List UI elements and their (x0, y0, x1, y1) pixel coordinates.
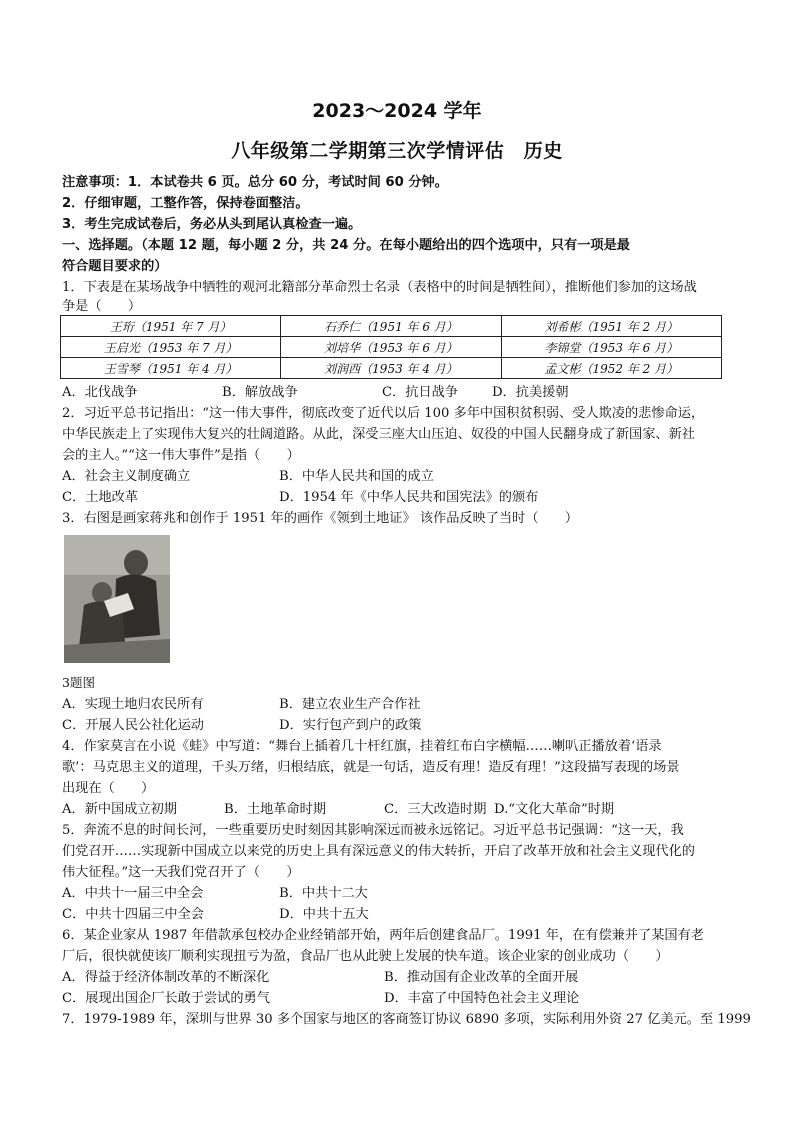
table-cell: 李锦堂（1953 年 6 月） (501, 337, 721, 358)
q2-option-b[interactable]: B．中华人民共和国的成立 (279, 469, 434, 484)
q4-option-d[interactable]: D.“文化大革命”时期 (494, 802, 615, 817)
q2-option-d[interactable]: D．1954 年《中华人民共和国宪法》的颁布 (279, 490, 539, 505)
q6-stem-line-1: 6．某企业家从 1987 年借款承包校办企业经销部开始，两年后创建食品厂。1991 年，在有偿兼并了某国有老 (62, 928, 704, 943)
notes-line-3: 3．考生完成试卷后，务必从头到尾认真检查一遍。 (62, 217, 362, 232)
q3-option-a[interactable]: A．实现土地归农民所有 (62, 697, 204, 712)
table-cell: 孟文彬（1952 年 2 月） (501, 358, 721, 379)
q6-option-a[interactable]: A．得益于经济体制改革的不断深化 (62, 970, 270, 985)
q6-option-b[interactable]: B．推动国有企业改革的全面开展 (384, 970, 579, 985)
notes-line-2: 2．仔细审题，工整作答，保持卷面整洁。 (62, 196, 309, 211)
exam-year-title: 2023～2024 学年 (312, 100, 482, 122)
q1-option-c[interactable]: C．抗日战争 (382, 385, 459, 400)
q4-stem-line-1: 4．作家莫言在小说《蛙》中写道：“舞台上插着几十杆红旗，挂着红布白字横幅……喇叭正播放着‘语录 (62, 739, 662, 754)
q1-stem-line-1: 1．下表是在某场战争中牺牲的观河北籍部分革命烈士名录（表格中的时间是牺牲间），推断他们参加的这场战 (62, 280, 697, 295)
table-cell: 王启光（1953 年 7 月） (61, 337, 281, 358)
q3-option-c[interactable]: C．开展人民公社化运动 (62, 718, 204, 733)
section-heading-line-1: 一、选择题。（本题 12 题，每小题 2 分，共 24 分。在每小题给出的四个选项中，只有一项是最 (62, 238, 630, 253)
notes-line-1: 注意事项：1．本试卷共 6 页。总分 60 分，考试时间 60 分钟。 (62, 175, 448, 190)
table-cell: 石乔仁（1951 年 6 月） (281, 316, 501, 337)
q6-option-d[interactable]: D．丰富了中国特色社会主义理论 (384, 991, 580, 1006)
q5-stem-line-1: 5．奔流不息的时间长河，一些重要历史时刻因其影响深远而被永远铭记。习近平总书记强调：“这一天，我 (62, 823, 684, 838)
q4-option-a[interactable]: A．新中国成立初期 (62, 802, 178, 817)
q2-stem-line-1: 2．习近平总书记指出：“这一伟大事件，彻底改变了近代以后 100 多年中国积贫积弱、受人欺凌的悲惨命运， (62, 406, 705, 421)
q6-option-c[interactable]: C．展现出国企厂长敢于尝试的勇气 (62, 991, 270, 1006)
q5-option-a[interactable]: A．中共十一届三中全会 (62, 886, 204, 901)
q5-option-c[interactable]: C．中共十四届三中全会 (62, 907, 204, 922)
q3-stem: 3．右图是画家蒋兆和创作于 1951 年的画作《领到土地证》 该作品反映了当时（ ） (62, 511, 579, 526)
exam-subtitle: 八年级第二学期第三次学情评估 历史 (231, 140, 563, 162)
q4-stem-line-2: 歌’：马克思主义的道理，千头万绪，归根结底，就是一句话，造反有理！造反有理！”这段描写表现的场景 (62, 760, 680, 775)
q1-option-b[interactable]: B．解放战争 (222, 385, 298, 400)
q5-stem-line-3: 伟大征程。”这一天我们党召开了（ ） (62, 865, 300, 880)
q4-option-b[interactable]: B．土地革命时期 (224, 802, 327, 817)
table-row (61, 337, 722, 358)
table-row (61, 316, 722, 337)
section-heading-line-2: 符合题目要求的） (62, 259, 168, 274)
table-row (61, 358, 722, 379)
q1-stem-line-2: 争是（ ） (62, 299, 142, 314)
q5-stem-line-2: 们党召开……实现新中国成立以来党的历史上具有深远意义的伟大转折，开启了改革开放和社会主义现代化的 (62, 844, 695, 859)
table-cell: 刘希彬（1951 年 2 月） (501, 316, 721, 337)
table-cell: 刘培华（1953 年 6 月） (281, 337, 501, 358)
q2-option-a[interactable]: A．社会主义制度确立 (62, 469, 191, 484)
q3-figure-caption: 3题图 (62, 675, 95, 690)
q7-stem-line-1: 7．1979-1989 年，深圳与世界 30 多个国家与地区的客商签订协议 6890 多项，实际利用外资 27 亿美元。至 1999 (62, 1012, 751, 1027)
q4-stem-line-3: 出现在（ ） (62, 781, 155, 796)
q6-stem-line-2: 厂后，很快就使该厂顺利实现扭亏为盈，食品厂也从此驶上发展的快车道。该企业家的创业成功（ ） (62, 949, 669, 964)
q5-option-d[interactable]: D．中共十五大 (279, 907, 369, 922)
q3-option-d[interactable]: D．实行包产到户的政策 (279, 718, 422, 733)
q2-option-c[interactable]: C．土地改革 (62, 490, 139, 505)
table-cell: 王珩（1951 年 7 月） (61, 316, 281, 337)
q1-option-d[interactable]: D．抗美援朝 (492, 385, 569, 400)
q4-option-c[interactable]: C．三大改造时期 (384, 802, 487, 817)
painting-illustration (64, 535, 170, 663)
q2-stem-line-3: 会的主人。”“这一伟大事件”是指（ ） (62, 448, 300, 463)
q5-option-b[interactable]: B．中共十二大 (279, 886, 368, 901)
q2-stem-line-2: 中华民族走上了实现伟大复兴的壮阔道路。从此，深受三座大山压迫、奴役的中国人民翻身成了新国家、新社 (62, 427, 695, 442)
q1-option-a[interactable]: A．北伐战争 (62, 385, 138, 400)
martyrs-table (60, 315, 722, 379)
land-certificate-painting (64, 535, 170, 663)
table-cell: 王雪琴（1951 年 4 月） (61, 358, 281, 379)
table-cell: 刘润西（1953 年 4 月） (281, 358, 501, 379)
q3-option-b[interactable]: B．建立农业生产合作社 (279, 697, 421, 712)
